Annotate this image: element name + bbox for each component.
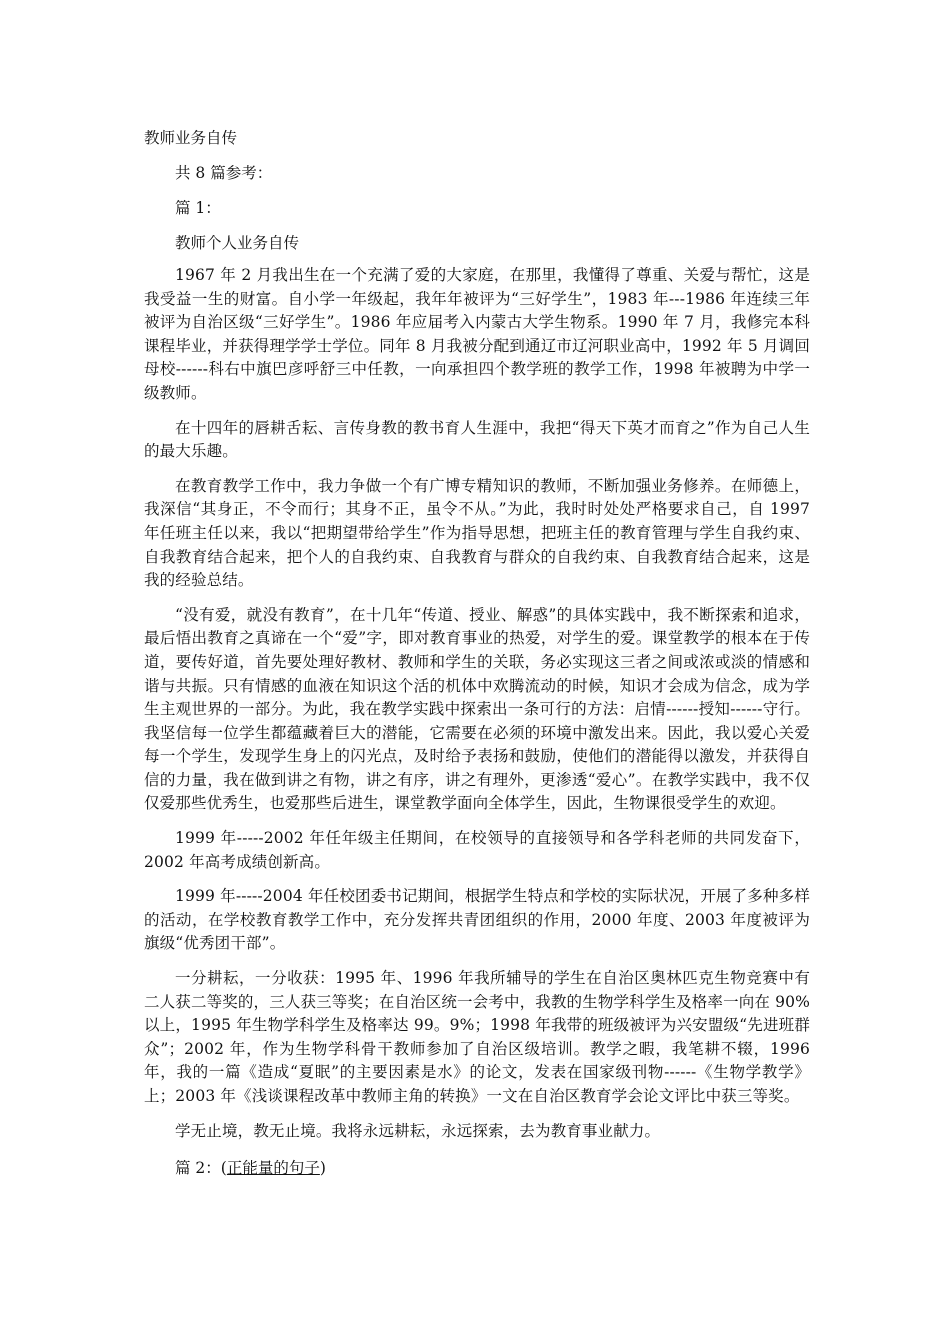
link-close-paren: ) (319, 1159, 326, 1178)
paragraph-biography: 1967 年 2 月我出生在一个充满了爱的大家庭，在那里，我懂得了尊重、关爱与帮忙，这是我受益一生的财富。自小学一年级起，我年年被评为“三好学生”，1983 年---1986 年连续三年被评为自治区级“三好学生”。1986 年应届考入内蒙古大学生物系。1990 年 7 月，我修完本科课程毕业，并获得理学学士学位。同年 8 月我被分配到通辽市辽河职业高中，1992 年 5 月调回母校------科右中旗巴彦呼舒三中任教，一向承担四个教学班的教学工作，1998 年被聘为中学一级教师。 (144, 266, 810, 402)
paragraph-teaching-ethics: 在教育教学工作中，我力争做一个有广博专精知识的教师，不断加强业务修养。在师德上，我深信“其身正，不令而行；其身不正，虽令不从。”为此，我时时处处严格要求自己，自 1997 年任班主任以来，我以“把期望带给学生”作为指导思想，把班主任的教育管理与学生自我约束、自我教育结合起来，把个人的自我约束、自我教育与群众的自我约束、自我教育结合起来，这是我的经验总结。 (144, 476, 810, 590)
document-title: 教师业务自传 (144, 129, 238, 147)
positive-energy-link[interactable]: 正能量的句子 (226, 1159, 320, 1178)
paragraph-achievements: 一分耕耘，一分收获：1995 年、1996 年我所辅导的学生在自治区奥林匹克生物竞赛中有二人获二等奖的，三人获三等奖；在自治区统一会考中，我教的生物学科学生及格率一向在 90%以上，1995 年生物学科学生及格率达 99。9%；1998 年我带的班级被评为兴安盟级“先进班群众”；2002 年，作为生物学科骨干教师参加了自治区级培训。教学之暇，我笔耕不辍，1996 年，我的一篇《造成“夏眠”的主要因素是水》的论文，发表在国家级刊物------《生物学教学》上；2003 年《浅谈课程改革中教师主角的转换》一文在自治区教育学会论文评比中获三等奖。 (144, 969, 810, 1105)
paragraph-closing: 学无止境，教无止境。我将永远耕耘，永远探索，去为教育事业献力。 (175, 1121, 661, 1140)
paragraph-love-education: “没有爱，就没有教育”，在十几年“传道、授业、解惑”的具体实践中，我不断探索和追求，最后悟出教育之真谛在一个“爱”字，即对教育事业的热爱，对学生的爱。课堂教学的根本在于传道，要传好道，首先要处理好教材、教师和学生的关联，务必实现这三者之间或浓或淡的情感和谐与共振。只有情感的血液在知识这个活的机体中欢腾流动的时候，知识才会成为信念，成为学生主观世界的一部分。为此，我在教学实践中探索出一条可行的方法：启情------授知------守行。我坚信每一位学生都蕴藏着巨大的潜能，它需要在必须的环境中激发出来。因此，我以爱心关爱每一个学生，发现学生身上的闪光点，及时给予表扬和鼓励，使他们的潜能得以激发，并获得自信的力量，我在做到讲之有物，讲之有序，讲之有理外，更渗透“爱心”。在教学实践中，我不仅仅爱那些优秀生，也爱那些后进生，课堂教学面向全体学生，因此，生物课很受学生的欢迎。 (144, 605, 810, 813)
section-2-heading (144, 1154, 810, 1183)
document-body (144, 124, 810, 1189)
paragraph-grade-director: 1999 年-----2002 年任年级主任期间，在校领导的直接领导和各学科老师的共同发奋下，2002 年高考成绩创新高。 (144, 829, 810, 871)
link-open-paren: ( (220, 1159, 227, 1178)
section-1-title: 教师个人业务自传 (175, 234, 300, 252)
paragraph-career-joy: 在十四年的唇耕舌耘、言传身教的教书育人生涯中，我把“得天下英才而育之”作为自己人生的最大乐趣。 (144, 418, 810, 461)
section-1-label: 篇 1： (175, 199, 221, 217)
reference-count: 共 8 篇参考： (175, 164, 273, 182)
section-2-label: 篇 2： (175, 1159, 221, 1178)
paragraph-youth-league: 1999 年-----2004 年任校团委书记期间，根据学生特点和学校的实际状况，开展了多种多样的活动，在学校教育教学工作中，充分发挥共青团组织的作用，2000 年度、2003 年度被评为旗级“优秀团干部”。 (144, 887, 810, 953)
